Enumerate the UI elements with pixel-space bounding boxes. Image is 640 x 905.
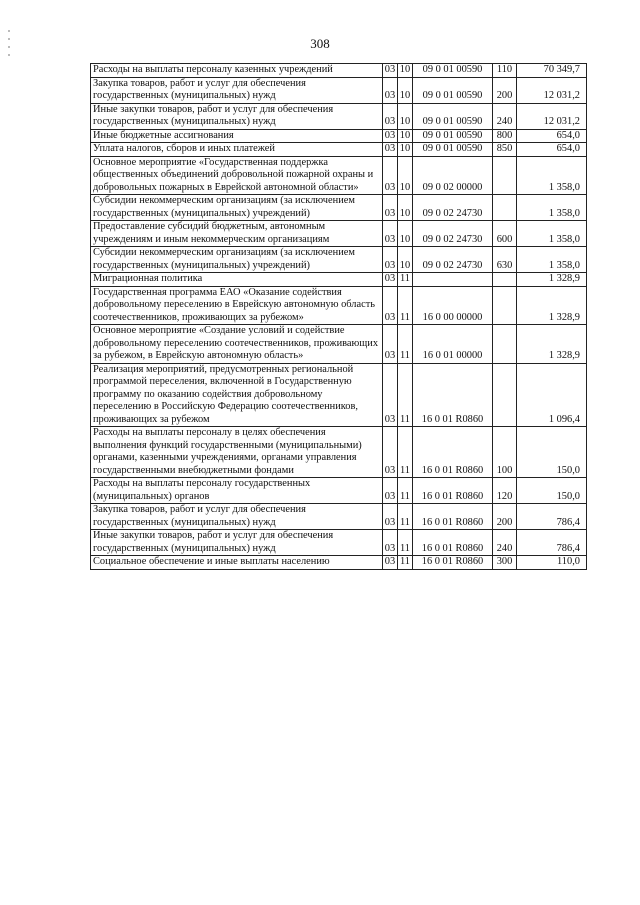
item-name: Расходы на выплаты персоналу в целях обеспечения выполнения функций государственными (муниципальными) органами, казенными учреждениями, органами управления государственными внебюджетными фондами	[91, 427, 383, 478]
table-row	[91, 143, 587, 157]
amount: 1 358,0	[517, 156, 587, 195]
item-name: Расходы на выплаты персоналу казенных учреждений	[91, 64, 383, 78]
expense-type-code: 200	[493, 504, 517, 530]
budget-table-body	[91, 64, 587, 570]
item-name: Иные бюджетные ассигнования	[91, 129, 383, 143]
section-code: 03	[383, 64, 398, 78]
amount: 1 328,9	[517, 325, 587, 364]
section-code: 03	[383, 504, 398, 530]
table-row	[91, 556, 587, 570]
subsection-code: 10	[398, 64, 413, 78]
table-row	[91, 103, 587, 129]
table-row	[91, 221, 587, 247]
item-name: Реализация мероприятий, предусмотренных региональной программой переселения, включенной в Государственную программу по оказанию содействия добровольному переселению в Российскую Федерацию соотечественников, проживающих за рубежом	[91, 363, 383, 427]
expense-type-code: 600	[493, 221, 517, 247]
item-name: Социальное обеспечение и иные выплаты населению	[91, 556, 383, 570]
expense-type-code: 200	[493, 77, 517, 103]
table-row	[91, 77, 587, 103]
target-article-code: 16 0 00 00000	[413, 286, 493, 325]
amount: 12 031,2	[517, 77, 587, 103]
target-article-code: 16 0 01 R0860	[413, 363, 493, 427]
section-code: 03	[383, 556, 398, 570]
expense-type-code	[493, 363, 517, 427]
table-row	[91, 195, 587, 221]
subsection-code: 11	[398, 556, 413, 570]
section-code: 03	[383, 427, 398, 478]
target-article-code: 09 0 01 00590	[413, 64, 493, 78]
section-code: 03	[383, 286, 398, 325]
table-row	[91, 530, 587, 556]
target-article-code	[413, 273, 493, 287]
amount: 12 031,2	[517, 103, 587, 129]
subsection-code: 11	[398, 286, 413, 325]
target-article-code: 09 0 01 00590	[413, 77, 493, 103]
subsection-code: 10	[398, 77, 413, 103]
item-name: Миграционная политика	[91, 273, 383, 287]
table-row	[91, 363, 587, 427]
section-code: 03	[383, 325, 398, 364]
target-article-code: 09 0 02 24730	[413, 221, 493, 247]
section-code: 03	[383, 103, 398, 129]
target-article-code: 16 0 01 R0860	[413, 478, 493, 504]
item-name: Закупка товаров, работ и услуг для обеспечения государственных (муниципальных) нужд	[91, 77, 383, 103]
subsection-code: 11	[398, 363, 413, 427]
expense-type-code: 100	[493, 427, 517, 478]
subsection-code: 10	[398, 103, 413, 129]
amount: 654,0	[517, 129, 587, 143]
subsection-code: 10	[398, 143, 413, 157]
budget-table	[90, 63, 587, 570]
expense-type-code	[493, 286, 517, 325]
item-name: Предоставление субсидий бюджетным, автономным учреждениям и иным некоммерческим организациям	[91, 221, 383, 247]
item-name: Основное мероприятие «Создание условий и содействие добровольному переселению соотечественников, проживающих за рубежом, в Еврейскую автономную область»	[91, 325, 383, 364]
expense-type-code: 300	[493, 556, 517, 570]
table-row	[91, 156, 587, 195]
table-row	[91, 64, 587, 78]
target-article-code: 16 0 01 00000	[413, 325, 493, 364]
section-code: 03	[383, 129, 398, 143]
table-row	[91, 478, 587, 504]
expense-type-code: 240	[493, 103, 517, 129]
expense-type-code: 110	[493, 64, 517, 78]
amount: 1 358,0	[517, 195, 587, 221]
table-row	[91, 286, 587, 325]
section-code: 03	[383, 156, 398, 195]
expense-type-code	[493, 195, 517, 221]
target-article-code: 09 0 02 24730	[413, 247, 493, 273]
section-code: 03	[383, 143, 398, 157]
table-row	[91, 325, 587, 364]
target-article-code: 16 0 01 R0860	[413, 530, 493, 556]
item-name: Уплата налогов, сборов и иных платежей	[91, 143, 383, 157]
table-row	[91, 247, 587, 273]
item-name: Государственная программа ЕАО «Оказание содействия добровольному переселению в Еврейскую автономную область соотечественников, проживающих за рубежом»	[91, 286, 383, 325]
amount: 786,4	[517, 530, 587, 556]
table-row	[91, 504, 587, 530]
amount: 786,4	[517, 504, 587, 530]
section-code: 03	[383, 273, 398, 287]
section-code: 03	[383, 195, 398, 221]
target-article-code: 16 0 01 R0860	[413, 427, 493, 478]
amount: 150,0	[517, 427, 587, 478]
amount: 1 328,9	[517, 286, 587, 325]
subsection-code: 11	[398, 478, 413, 504]
amount: 1 096,4	[517, 363, 587, 427]
amount: 1 358,0	[517, 247, 587, 273]
expense-type-code	[493, 273, 517, 287]
subsection-code: 10	[398, 247, 413, 273]
subsection-code: 10	[398, 221, 413, 247]
table-row	[91, 427, 587, 478]
section-code: 03	[383, 77, 398, 103]
target-article-code: 09 0 02 24730	[413, 195, 493, 221]
table-row	[91, 129, 587, 143]
subsection-code: 10	[398, 156, 413, 195]
page-number: 308	[310, 36, 330, 51]
expense-type-code	[493, 325, 517, 364]
subsection-code: 10	[398, 195, 413, 221]
item-name: Расходы на выплаты персоналу государственных (муниципальных) органов	[91, 478, 383, 504]
item-name: Основное мероприятие «Государственная поддержка общественных объединений добровольной пожарной охраны и добровольных пожарных в Еврейской автономной области»	[91, 156, 383, 195]
expense-type-code	[493, 156, 517, 195]
amount: 70 349,7	[517, 64, 587, 78]
subsection-code: 11	[398, 504, 413, 530]
item-name: Закупка товаров, работ и услуг для обеспечения государственных (муниципальных) нужд	[91, 504, 383, 530]
item-name: Субсидии некоммерческим организациям (за исключением государственных (муниципальных) учреждений)	[91, 195, 383, 221]
section-code: 03	[383, 363, 398, 427]
amount: 150,0	[517, 478, 587, 504]
subsection-code: 10	[398, 129, 413, 143]
section-code: 03	[383, 530, 398, 556]
section-code: 03	[383, 478, 398, 504]
section-code: 03	[383, 247, 398, 273]
amount: 110,0	[517, 556, 587, 570]
expense-type-code: 800	[493, 129, 517, 143]
target-article-code: 09 0 01 00590	[413, 143, 493, 157]
target-article-code: 09 0 01 00590	[413, 103, 493, 129]
expense-type-code: 120	[493, 478, 517, 504]
section-code: 03	[383, 221, 398, 247]
item-name: Субсидии некоммерческим организациям (за исключением государственных (муниципальных) учреждений)	[91, 247, 383, 273]
amount: 1 358,0	[517, 221, 587, 247]
amount: 1 328,9	[517, 273, 587, 287]
table-row	[91, 273, 587, 287]
expense-type-code: 630	[493, 247, 517, 273]
target-article-code: 16 0 01 R0860	[413, 556, 493, 570]
subsection-code: 11	[398, 427, 413, 478]
expense-type-code: 240	[493, 530, 517, 556]
target-article-code: 09 0 01 00590	[413, 129, 493, 143]
item-name: Иные закупки товаров, работ и услуг для обеспечения государственных (муниципальных) нужд	[91, 530, 383, 556]
item-name: Иные закупки товаров, работ и услуг для обеспечения государственных (муниципальных) нужд	[91, 103, 383, 129]
subsection-code: 11	[398, 273, 413, 287]
target-article-code: 16 0 01 R0860	[413, 504, 493, 530]
subsection-code: 11	[398, 530, 413, 556]
subsection-code: 11	[398, 325, 413, 364]
target-article-code: 09 0 02 00000	[413, 156, 493, 195]
expense-type-code: 850	[493, 143, 517, 157]
amount: 654,0	[517, 143, 587, 157]
